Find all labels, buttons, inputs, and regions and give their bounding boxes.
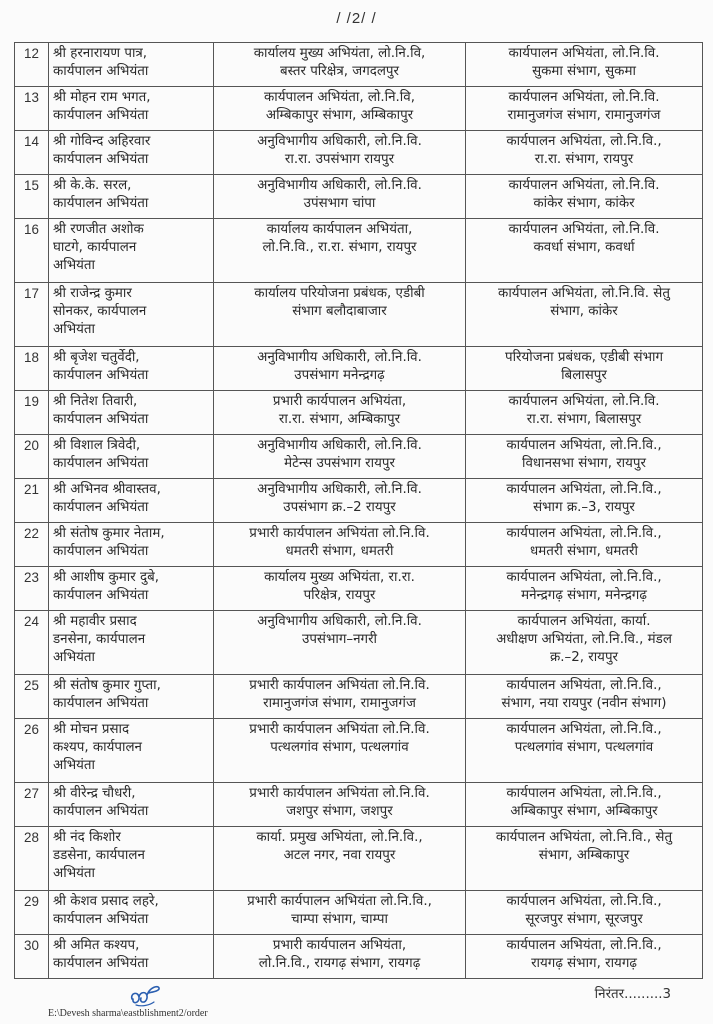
new-posting-line: कार्यपालन अभियंता, लो.नि.वि., — [506, 570, 662, 585]
officer-name-line: सोनकर, कार्यपालन — [53, 304, 147, 319]
current-posting-line: पत्थलगांव संभाग, पत्थलगांव — [270, 740, 409, 755]
continued-note: निरंतर.........3 — [594, 987, 671, 1002]
new-posting-cell — [466, 611, 703, 675]
serial-number: 27 — [15, 783, 49, 827]
new-posting-line: कार्यपालन अभियंता, लो.नि.वि., — [506, 894, 662, 909]
table-row — [15, 175, 703, 219]
current-posting-cell — [214, 43, 466, 87]
current-posting-line: उपंसभाग चांपा — [303, 196, 376, 211]
officer-name-line: श्री के.के. सरल, — [53, 178, 132, 193]
officer-name-cell — [49, 675, 214, 719]
officer-name-line: कार्यपालन अभियंता — [53, 108, 149, 123]
current-posting-cell — [214, 827, 466, 891]
officer-name-cell — [49, 219, 214, 283]
officer-name-line: श्री गोविन्द अहिरवार — [53, 134, 151, 149]
officer-name-line: कार्यपालन अभियंता — [53, 956, 149, 971]
officer-name-line: श्री नितेश तिवारी, — [53, 394, 138, 409]
current-posting-line: अनुविभागीय अधिकारी, लो.नि.वि. — [257, 614, 422, 629]
officer-name-line: श्री वीरेन्द्र चौधरी, — [53, 786, 136, 801]
officer-name-line: अभियंता — [53, 258, 95, 273]
current-posting-line: मेटेन्स उपसंभाग रायपुर — [284, 456, 395, 471]
new-posting-line: पत्थलगांव संभाग, पत्थलगांव — [514, 740, 654, 755]
new-posting-line: रायगढ़ संभाग, रायगढ़ — [531, 956, 637, 971]
current-posting-cell — [214, 175, 466, 219]
current-posting-cell — [214, 391, 466, 435]
officer-name-line: अभियंता — [53, 758, 95, 773]
officer-name-line: कार्यपालन अभियंता — [53, 912, 149, 927]
current-posting-cell — [214, 479, 466, 523]
officer-name-line: श्री मोचन प्रसाद — [53, 722, 130, 737]
serial-number: 29 — [15, 891, 49, 935]
current-posting-line: कार्या. प्रमुख अभियंता, लो.नि.वि., — [256, 830, 423, 845]
new-posting-line: कार्यपालन अभियंता, लो.नि.वि., — [506, 678, 662, 693]
current-posting-line: उपसंभाग क्र.–2 रायपुर — [283, 500, 396, 515]
current-posting-line: प्रभारी कार्यपालन अभियंता लो.नि.वि. — [249, 526, 430, 541]
new-posting-line: संभाग, नया रायपुर (नवीन संभाग) — [501, 696, 667, 711]
current-posting-line: लो.नि.वि., रायगढ़ संभाग, रायगढ़ — [258, 956, 421, 971]
new-posting-cell — [466, 391, 703, 435]
current-posting-line: प्रभारी कार्यपालन अभियंता लो.नि.वि. — [249, 786, 430, 801]
table-row — [15, 783, 703, 827]
new-posting-cell — [466, 283, 703, 347]
current-posting-line: अम्बिकापुर संभाग, अम्बिकापुर — [265, 108, 414, 123]
serial-number: 12 — [15, 43, 49, 87]
current-posting-cell — [214, 719, 466, 783]
officer-name-line: कश्यप, कार्यपालन — [53, 740, 142, 755]
signature-icon — [128, 983, 162, 1009]
table-row — [15, 43, 703, 87]
table-row — [15, 935, 703, 979]
new-posting-line: क्र.–2, रायपुर — [549, 650, 619, 665]
transfer-order-table — [14, 42, 703, 979]
officer-name-line: अभियंता — [53, 650, 95, 665]
new-posting-cell — [466, 43, 703, 87]
current-posting-line: संभाग बलौदाबाजार — [292, 304, 387, 319]
officer-name-line: कार्यपालन अभियंता — [53, 152, 149, 167]
new-posting-line: कार्यपालन अभियंता, लो.नि.वि., — [506, 722, 662, 737]
new-posting-cell — [466, 719, 703, 783]
officer-name-line: कार्यपालन अभियंता — [53, 412, 149, 427]
file-path: E:\Devesh sharma\eastblishment2/order — [48, 1008, 208, 1019]
officer-name-line: श्री बृजेश चतुर्वेदी, — [53, 350, 140, 365]
officer-name-cell — [49, 347, 214, 391]
officer-name-line: श्री अमित कश्यप, — [53, 938, 140, 953]
current-posting-cell — [214, 783, 466, 827]
table-row — [15, 283, 703, 347]
serial-number: 25 — [15, 675, 49, 719]
officer-name-cell — [49, 611, 214, 675]
new-posting-line: अधीक्षण अभियंता, लो.नि.वि., मंडल — [496, 632, 672, 647]
serial-number: 13 — [15, 87, 49, 131]
current-posting-cell — [214, 435, 466, 479]
table-row — [15, 523, 703, 567]
current-posting-cell — [214, 347, 466, 391]
serial-number: 21 — [15, 479, 49, 523]
serial-number: 28 — [15, 827, 49, 891]
serial-number: 26 — [15, 719, 49, 783]
new-posting-cell — [466, 567, 703, 611]
table-row — [15, 219, 703, 283]
new-posting-cell — [466, 783, 703, 827]
new-posting-line: परियोजना प्रबंधक, एडीबी संभाग — [504, 350, 664, 365]
officer-name-line: श्री संतोष कुमार गुप्ता, — [53, 678, 161, 693]
new-posting-cell — [466, 479, 703, 523]
officer-name-line: कार्यपालन अभियंता — [53, 804, 149, 819]
new-posting-line: कार्यपालन अभियंता, लो.नि.वि. — [508, 46, 660, 61]
officer-name-line: श्री मोहन राम भगत, — [53, 90, 151, 105]
new-posting-line: कार्यपालन अभियंता, लो.नि.वि. — [508, 222, 660, 237]
new-posting-cell — [466, 435, 703, 479]
officer-name-line: कार्यपालन अभियंता — [53, 696, 149, 711]
officer-name-line: श्री नंद किशोर — [53, 830, 121, 845]
officer-name-cell — [49, 435, 214, 479]
new-posting-cell — [466, 935, 703, 979]
new-posting-line: धमतरी संभाग, धमतरी — [530, 544, 638, 559]
table-row — [15, 479, 703, 523]
new-posting-line: कार्यपालन अभियंता, लो.नि.वि., — [506, 134, 662, 149]
new-posting-line: रामानुजगंज संभाग, रामानुजगंज — [507, 108, 661, 123]
officer-name-line: घाटगे, कार्यपालन — [53, 240, 137, 255]
new-posting-line: सूरजपुर संभाग, सूरजपुर — [525, 912, 643, 927]
current-posting-cell — [214, 675, 466, 719]
table-row — [15, 567, 703, 611]
officer-name-line: श्री संतोष कुमार नेताम, — [53, 526, 165, 541]
table-row — [15, 611, 703, 675]
officer-name-cell — [49, 479, 214, 523]
current-posting-cell — [214, 131, 466, 175]
officer-name-line: कार्यपालन अभियंता — [53, 64, 149, 79]
current-posting-line: प्रभारी कार्यपालन अभियंता लो.नि.वि. — [249, 678, 430, 693]
current-posting-cell — [214, 611, 466, 675]
new-posting-cell — [466, 175, 703, 219]
serial-number: 19 — [15, 391, 49, 435]
current-posting-line: उपसंभाग–नगरी — [301, 632, 378, 647]
new-posting-line: कार्यपालन अभियंता, लो.नि.वि., — [506, 482, 662, 497]
serial-number: 18 — [15, 347, 49, 391]
new-posting-cell — [466, 523, 703, 567]
officer-name-line: कार्यपालन अभियंता — [53, 196, 149, 211]
officer-name-line: श्री राजेन्द्र कुमार — [53, 286, 132, 301]
new-posting-line: कार्यपालन अभियंता, कार्या. — [517, 614, 651, 629]
new-posting-cell — [466, 347, 703, 391]
current-posting-line: अनुविभागीय अधिकारी, लो.नि.वि. — [257, 438, 422, 453]
current-posting-line: रा.रा. संभाग, अम्बिकापुर — [278, 412, 401, 427]
current-posting-cell — [214, 935, 466, 979]
officer-name-cell — [49, 719, 214, 783]
officer-name-line: कार्यपालन अभियंता — [53, 456, 149, 471]
table-row — [15, 131, 703, 175]
new-posting-line: कार्यपालन अभियंता, लो.नि.वि., — [506, 786, 662, 801]
current-posting-cell — [214, 283, 466, 347]
officer-name-line: डडसेना, कार्यपालन — [53, 848, 145, 863]
current-posting-cell — [214, 891, 466, 935]
new-posting-line: रा.रा. संभाग, रायपुर — [534, 152, 634, 167]
serial-number: 30 — [15, 935, 49, 979]
officer-name-line: अभियंता — [53, 866, 95, 881]
officer-name-cell — [49, 523, 214, 567]
serial-number: 24 — [15, 611, 49, 675]
current-posting-line: चाम्पा संभाग, चाम्पा — [291, 912, 388, 927]
current-posting-line: अनुविभागीय अधिकारी, लो.नि.वि. — [257, 350, 422, 365]
table-row — [15, 391, 703, 435]
current-posting-line: कार्यालय मुख्य अभियंता, लो.नि.वि, — [253, 46, 426, 61]
table-row — [15, 435, 703, 479]
serial-number: 14 — [15, 131, 49, 175]
officer-name-cell — [49, 175, 214, 219]
current-posting-line: कार्यपालन अभियंता, लो.नि.वि, — [264, 90, 415, 105]
officer-name-line: श्री हरनारायण पात्र, — [53, 46, 148, 61]
current-posting-line: कार्यालय कार्यपालन अभियंता, — [266, 222, 413, 237]
page-number-marker: / /2/ / — [336, 10, 377, 27]
officer-name-cell — [49, 391, 214, 435]
officer-name-cell — [49, 567, 214, 611]
officer-name-cell — [49, 935, 214, 979]
current-posting-line: अनुविभागीय अधिकारी, लो.नि.वि. — [257, 482, 422, 497]
current-posting-line: अनुविभागीय अधिकारी, लो.नि.वि. — [257, 178, 422, 193]
officer-name-line: कार्यपालन अभियंता — [53, 544, 149, 559]
officer-name-cell — [49, 827, 214, 891]
current-posting-cell — [214, 87, 466, 131]
new-posting-line: कार्यपालन अभियंता, लो.नि.वि., — [506, 438, 662, 453]
officer-name-cell — [49, 891, 214, 935]
officer-name-cell — [49, 283, 214, 347]
new-posting-line: कार्यपालन अभियंता, लो.नि.वि. — [508, 394, 660, 409]
new-posting-cell — [466, 675, 703, 719]
officer-name-line: कार्यपालन अभियंता — [53, 500, 149, 515]
new-posting-cell — [466, 87, 703, 131]
current-posting-line: कार्यालय परियोजना प्रबंधक, एडीबी — [254, 286, 425, 301]
current-posting-line: रा.रा. उपसंभाग रायपुर — [284, 152, 395, 167]
current-posting-line: अनुविभागीय अधिकारी, लो.नि.वि. — [257, 134, 422, 149]
new-posting-line: कवर्धा संभाग, कवर्धा — [533, 240, 635, 255]
officer-name-line: कार्यपालन अभियंता — [53, 588, 149, 603]
current-posting-line: लो.नि.वि., रा.रा. संभाग, रायपुर — [262, 240, 417, 255]
officer-name-line: श्री अभिनव श्रीवास्तव, — [53, 482, 161, 497]
current-posting-line: परिक्षेत्र, रायपुर — [303, 588, 376, 603]
officer-name-line: श्री केशव प्रसाद लहरे, — [53, 894, 159, 909]
serial-number: 20 — [15, 435, 49, 479]
new-posting-cell — [466, 891, 703, 935]
new-posting-line: कार्यपालन अभियंता, लो.नि.वि., सेतु — [495, 830, 673, 845]
officer-name-line: डनसेना, कार्यपालन — [53, 632, 146, 647]
officer-name-line: श्री विशाल त्रिवेदी, — [53, 438, 141, 453]
current-posting-line: प्रभारी कार्यपालन अभियंता लो.नि.वि., — [247, 894, 432, 909]
new-posting-line: अम्बिकापुर संभाग, अम्बिकापुर — [510, 804, 658, 819]
officer-name-cell — [49, 43, 214, 87]
new-posting-line: संभाग, अम्बिकापुर — [538, 848, 630, 863]
current-posting-line: जशपुर संभाग, जशपुर — [286, 804, 393, 819]
new-posting-line: बिलासपुर — [561, 368, 607, 383]
table-row — [15, 827, 703, 891]
new-posting-line: सुकमा संभाग, सुकमा — [532, 64, 636, 79]
current-posting-line: उपसंभाग मनेन्द्रगढ़ — [294, 368, 385, 383]
officer-name-line: अभियंता — [53, 322, 95, 337]
table-row — [15, 891, 703, 935]
current-posting-cell — [214, 523, 466, 567]
officer-name-line: कार्यपालन अभियंता — [53, 368, 149, 383]
serial-number: 17 — [15, 283, 49, 347]
officer-name-line: श्री महावीर प्रसाद — [53, 614, 137, 629]
new-posting-line: कार्यपालन अभियंता, लो.नि.वि. — [508, 90, 660, 105]
new-posting-cell — [466, 131, 703, 175]
table-row — [15, 347, 703, 391]
current-posting-line: बस्तर परिक्षेत्र, जगदलपुर — [279, 64, 400, 79]
officer-name-cell — [49, 131, 214, 175]
table-row — [15, 87, 703, 131]
officer-name-cell — [49, 783, 214, 827]
current-posting-cell — [214, 219, 466, 283]
new-posting-line: कार्यपालन अभियंता, लो.नि.वि., — [506, 938, 662, 953]
new-posting-cell — [466, 827, 703, 891]
new-posting-line: संभाग क्र.–3, रायपुर — [533, 500, 635, 515]
new-posting-line: कार्यपालन अभियंता, लो.नि.वि. — [508, 178, 660, 193]
current-posting-line: रामानुजगंज संभाग, रामानुजगंज — [263, 696, 416, 711]
serial-number: 16 — [15, 219, 49, 283]
new-posting-line: कांकेर संभाग, कांकेर — [533, 196, 635, 211]
current-posting-cell — [214, 567, 466, 611]
table-row — [15, 675, 703, 719]
current-posting-line: प्रभारी कार्यपालन अभियंता लो.नि.वि. — [249, 722, 430, 737]
current-posting-line: धमतरी संभाग, धमतरी — [285, 544, 394, 559]
new-posting-line: संभाग, कांकेर — [550, 304, 618, 319]
current-posting-line: अटल नगर, नवा रायपुर — [283, 848, 396, 863]
new-posting-line: रा.रा. संभाग, बिलासपुर — [526, 412, 642, 427]
new-posting-line: कार्यपालन अभियंता, लो.नि.वि., — [506, 526, 662, 541]
table-body — [15, 43, 703, 979]
current-posting-line: प्रभारी कार्यपालन अभियंता, — [272, 394, 407, 409]
officer-name-line: श्री आशीष कुमार दुबे, — [53, 570, 159, 585]
new-posting-line: मनेन्द्रगढ़ संभाग, मनेन्द्रगढ़ — [521, 588, 647, 603]
current-posting-line: प्रभारी कार्यपालन अभियंता, — [272, 938, 407, 953]
current-posting-line: कार्यालय मुख्य अभियंता, रा.रा. — [264, 570, 415, 585]
officer-name-cell — [49, 87, 214, 131]
new-posting-line: कार्यपालन अभियंता, लो.नि.वि. सेतु — [498, 286, 670, 301]
serial-number: 23 — [15, 567, 49, 611]
new-posting-line: विधानसभा संभाग, रायपुर — [521, 456, 647, 471]
serial-number: 15 — [15, 175, 49, 219]
officer-name-line: श्री रणजीत अशोक — [53, 222, 144, 237]
serial-number: 22 — [15, 523, 49, 567]
new-posting-cell — [466, 219, 703, 283]
table-row — [15, 719, 703, 783]
